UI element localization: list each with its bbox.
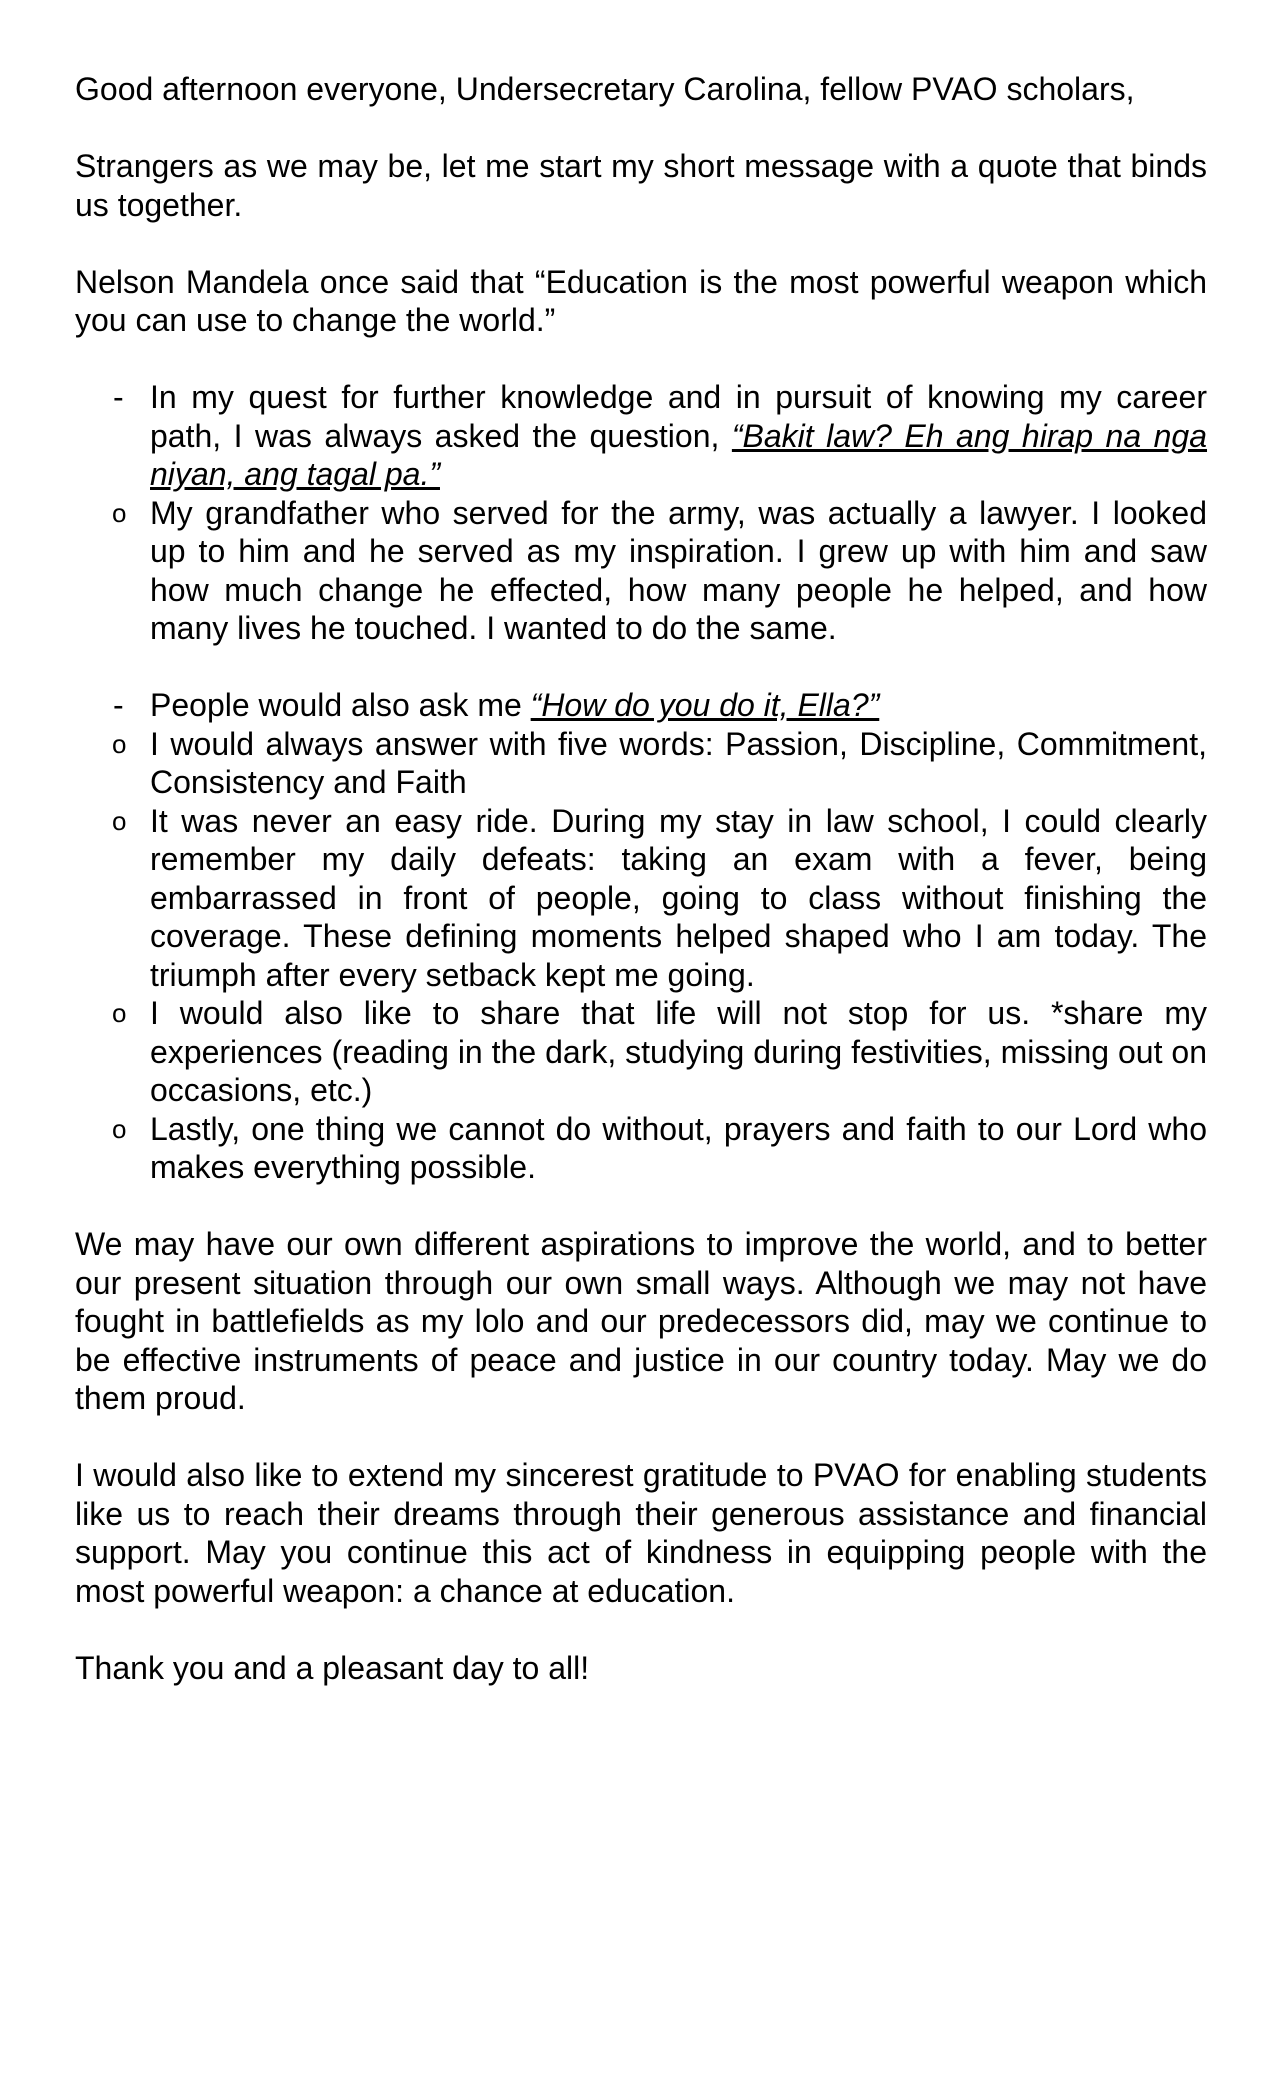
point-2-sublist bbox=[75, 725, 1207, 1187]
dash-bullet: - bbox=[113, 687, 124, 723]
circle-bullet: o bbox=[112, 497, 127, 528]
point-2-text bbox=[150, 686, 1207, 725]
intro-paragraph: Strangers as we may be, let me start my short message with a quote that binds us together. bbox=[75, 148, 1207, 223]
point-1 bbox=[75, 378, 1207, 494]
point-1-lead: In my quest for further knowledge and in pursuit of knowing my career path, I was always asked the question, bbox=[150, 379, 1207, 454]
point-1-group bbox=[75, 378, 1207, 648]
list-item-text: I would always answer with five words: Passion, Discipline, Commitment, Consistency and Faith bbox=[150, 725, 1207, 800]
list-item bbox=[112, 1110, 1207, 1187]
list-item-text: My grandfather who served for the army, was actually a lawyer. I looked up to him and he served as my inspiration. I grew up with him and saw how much change he effected, how many people he helped, and how many lives he touched. I wanted to do the same. bbox=[150, 494, 1207, 646]
aspirations-paragraph: We may have our own different aspirations to improve the world, and to better our present situation through our own small ways. Although we may not have fought in battlefields as my lolo and our predecessors did, may we continue to be effective instruments of peace and justice in our country today. May we do them proud. bbox=[75, 1226, 1207, 1416]
greeting-paragraph: Good afternoon everyone, Undersecretary Carolina, fellow PVAO scholars, bbox=[75, 71, 1135, 107]
point-1-sublist bbox=[75, 494, 1207, 648]
list-item-text: I would also like to share that life will not stop for us. *share my experiences (reading in the dark, studying during festivities, missing out on occasions, etc.) bbox=[150, 995, 1207, 1108]
circle-bullet: o bbox=[112, 805, 127, 836]
circle-bullet: o bbox=[112, 728, 127, 759]
circle-bullet: o bbox=[112, 998, 127, 1028]
mandela-quote-paragraph: Nelson Mandela once said that “Education is the most powerful weapon which you can use to change the world.” bbox=[75, 263, 1207, 338]
point-2 bbox=[75, 686, 1207, 725]
list-item bbox=[112, 994, 1207, 1110]
point-1-text bbox=[150, 378, 1207, 494]
list-item bbox=[112, 494, 1207, 648]
list-item-text: It was never an easy ride. During my stay in law school, I could clearly remember my daily defeats: taking an exam with a fever, being embarrassed in front of people, going to class without finishing the coverage. These defining moments helped shaped who I am today. The triumph after every setback kept me going. bbox=[150, 802, 1207, 993]
gratitude-paragraph: I would also like to extend my sincerest gratitude to PVAO for enabling students like us to reach their dreams through their generous assistance and financial support. May you continue this act of kindness in equipping people with the most powerful weapon: a chance at education. bbox=[75, 1457, 1207, 1609]
point-2-quote: “How do you do it, Ella?” bbox=[530, 687, 880, 723]
list-item bbox=[112, 802, 1207, 995]
dash-bullet: - bbox=[113, 379, 124, 415]
list-item-text: Lastly, one thing we cannot do without, prayers and faith to our Lord who makes everything possible. bbox=[150, 1110, 1207, 1185]
point-2-lead: People would also ask me bbox=[150, 687, 531, 723]
circle-bullet: o bbox=[112, 1113, 127, 1144]
point-2-group bbox=[75, 686, 1207, 1187]
point-1-quote: “Bakit law? Eh ang hirap na nga niyan, ang tagal pa.” bbox=[150, 417, 1208, 492]
list-item bbox=[112, 725, 1207, 802]
closing-paragraph: Thank you and a pleasant day to all! bbox=[75, 1649, 590, 1686]
